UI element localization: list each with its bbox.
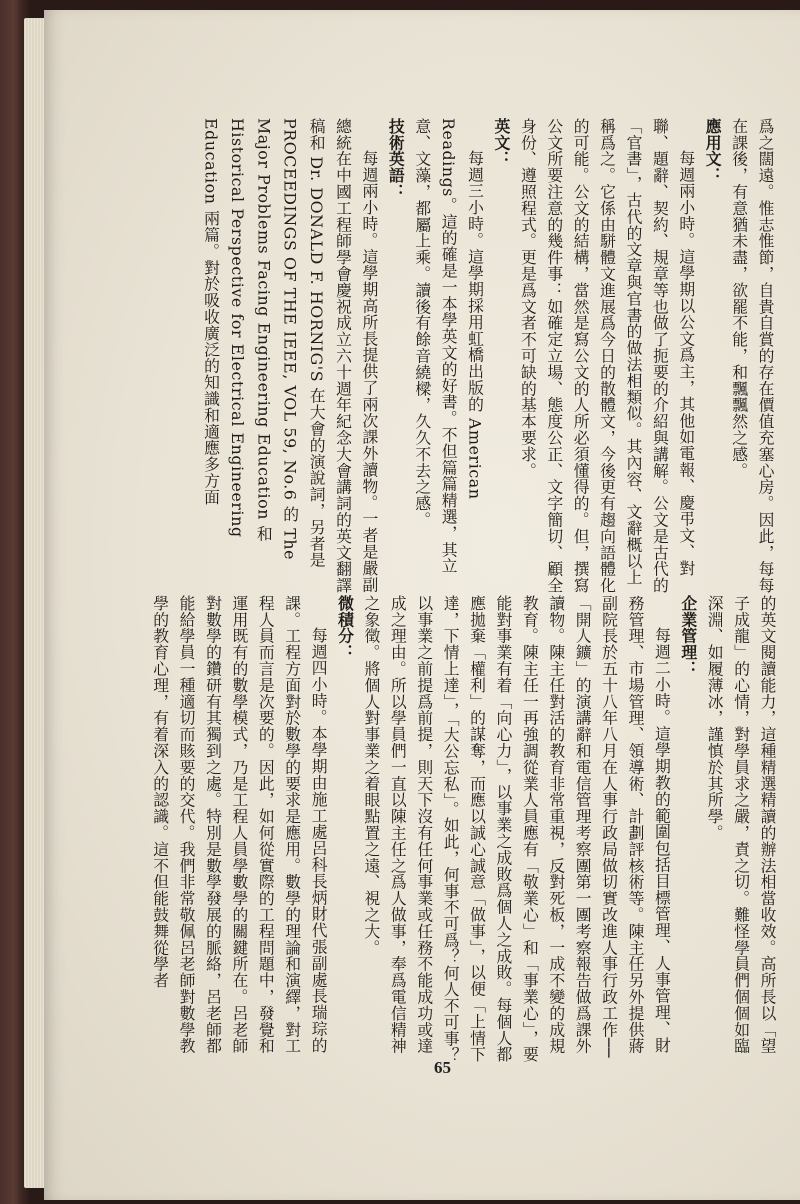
section-body-calculus: 每週四小時。本學期由施工處呂科長炳財代張副處長瑞琮的課。工程方面對於數學的要求是應用。數學的理論和演繹，對工程人員而言是次要的。因此，如何從實際的工程問題中，發覺和運用既有的數學模式，乃是工程人員學數學的關鍵所在。呂老師對數學的鑽研有其獨到之處。特別是數學發展的脈絡，呂老師都能給學員一種適切而賅要的交代。我們非常敬佩呂老師對數學教學的教育心理，有着深入的認識。這不但能鼓舞從學者 [150,595,329,1055]
section-body-business-management: 每週二小時。這學期教的範圍包括目標管理、人事管理、財務管理、市場管理、領導術、計劃評核術等。陳主任另外提供蔣副院長於五十八年八月在人事行政局做切實改進人事行政工作──「開人鑛」的演講辭和電信管理考察團第一團考察報告做爲課外讀物。陳主任對活的教育非常重視，反對死板，一成不變的成規教育。陳主任一再強調從業人員應有「敬業心」和「事業心」，要能對事業有着「向心力」，以事業之成敗爲個人之成敗。每個人都應拋棄「權利」的謀奪，而應以誠心誠意「做事」，以便「上情下達，下情上達」，「大公忘私」。如此，何事不可爲？何人不可事？以事業之前提爲前提，則天下沒有任何事業或任務不能成功或達成之理由。所以學員們一直以陳主任之爲人做事，奉爲電信精神之象徵。將個人對事業之着眼點置之遠、視之大。 [361,595,672,1064]
section-title-calculus: 微積分： [335,595,355,661]
section-title-applied-writing: 應用文： [703,118,723,184]
section-title-english: 英文： [491,118,511,168]
top-text-block [201,118,778,598]
section-body-technical-english: 每週兩小時。這學期高所長提供了兩次課外讀物。一者是嚴副總統在中國工程師學會慶祝成立六十週年紀念大會講詞的英文翻譯稿和 Dr. DONALD F. HORNIG'S 在大會的演說詞，另者是 PROCEEDINGS OF THE IEEE, VOL 59, No.6 的 The Major Problems Facing Engineering Education 和 Historical Perspective for Electrical Engineering Education 兩篇。對於吸收廣泛的知識和適應多方面 [201,118,379,594]
top-intro: 爲之闊遠。惟志惟節，自貴自賞的存在價值充塞心房。因此，每每在課後，有意猶未盡，欲罷不能，和飄飄然之感。 [729,118,775,594]
section-body-english: 每週三小時。這學期採用虹橋出版的 American Readings。這的確是一本學英文的好書。不但篇篇精選，其立意、文藻，都屬上乘。讀後有餘音繞樑，久久不去之感。 [412,118,485,575]
bottom-text-block [92,595,780,1065]
section-body-applied-writing: 每週兩小時。這學期以公文爲主，其他如電報、慶弔文、對聯、題辭、契約、規章等也做了扼要的介紹與講解。公文是古代的「官書」，古代的文章與官書的做法相類似。其內容、文辭概以上稱爲之。它係由駢體文進展爲今日的散體文，今後更有趨向語體化的可能。公文的結構，當然是寫公文的人所必須懂得的。但，撰寫公文所要注意的幾件事：如確定立場、態度公正、文字簡切、顧全身份、遵照程式。更是爲文者不可缺的基本要求。 [518,118,696,594]
bottom-intro: 的英文閱讀能力，這種精選精讀的辦法相當收效。高所長以「望子成龍」的心情，對學員求之嚴，責之切。難怪學員們個個如臨深淵、如履薄冰，謹慎於其所學。 [705,595,777,1055]
page-number: 65 [434,1058,451,1077]
section-title-technical-english: 技術英語： [386,118,406,200]
section-title-business-management: 企業管理： [678,595,698,677]
